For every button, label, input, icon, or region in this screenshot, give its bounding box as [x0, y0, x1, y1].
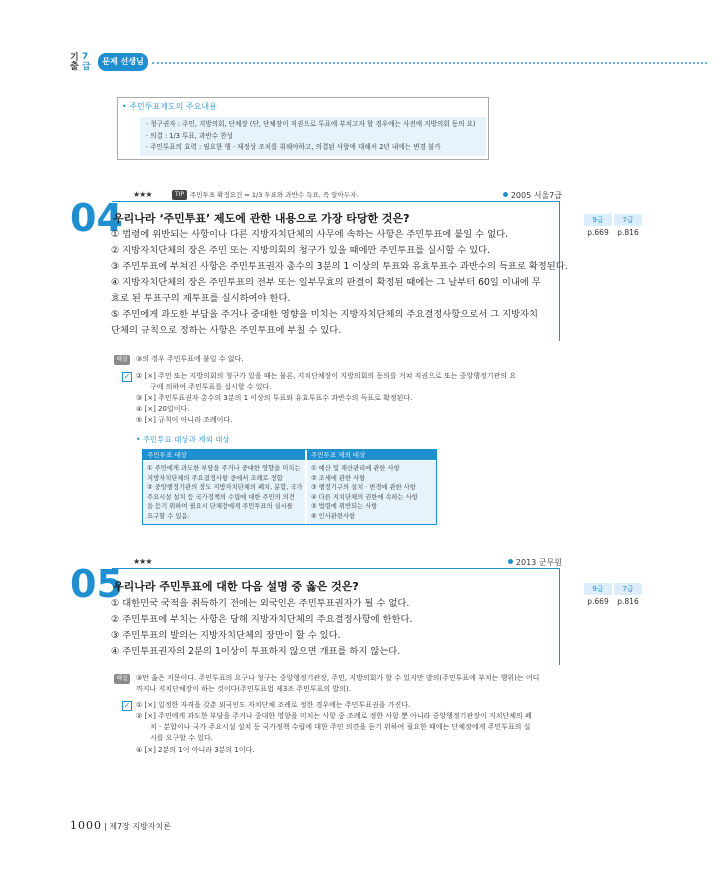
table-line: 주요시설 설치 등 국가정책의 수립에 대한 주민의 의견	[147, 493, 295, 501]
table-cell-left	[143, 461, 305, 524]
q4-solution-line: 구에 의하여 주민투표를 실시할 수 있다.	[150, 383, 272, 391]
q4-top-rule	[112, 201, 560, 202]
q4-tip-text: 주민투표 확정요건 = 1/3 투표와 과반수 득표, 꼭 알아두자.	[190, 191, 359, 199]
q4-page-9grade: p.669	[587, 228, 609, 237]
q5-option-2[interactable]: ② 주민투표에 부치는 사항은 당해 지방자치단체의 주요결정사항에 한한다.	[111, 614, 413, 625]
q5-solution-line: 치 · 분합이나 국가 주요시설 설치 등 국가정책 수립에 대한 주민 의견을 듣기 위하여 필요한 때에는 단체장에게 주민투표의 실	[150, 723, 531, 731]
q4-option-4-cont: 효로 된 투표구의 재투표를 실시하여야 한다.	[111, 293, 291, 304]
table-line: ⑤ 법령에 위반되는 사항	[311, 503, 378, 511]
info-box-title: • 주민투표제도의 주요내용	[122, 102, 217, 111]
table-cell-right	[307, 461, 436, 524]
q4-tag-9grade: 9급	[584, 214, 612, 226]
q5-difficulty-stars: ★★★	[133, 557, 152, 566]
q5-number: 05	[70, 562, 123, 606]
header-dotted-rule	[152, 62, 707, 64]
q4-source	[470, 190, 562, 201]
q5-solution-line: ① [×] 일정한 자격을 갖춘 외국인도 자치단체 조례로 정한 경우에는 주민투표권을 가진다.	[136, 701, 411, 709]
q4-option-2[interactable]: ② 지방자치단체의 장은 주민 또는 지방의회의 청구가 있을 때에만 주민투표를 실시할 수 있다.	[111, 245, 491, 256]
info-box-voting-system	[117, 97, 489, 160]
table-line: 지방자치단체의 주요결정사항 중에서 조례로 정함	[147, 474, 283, 482]
logo-badge	[98, 53, 148, 71]
table-line: 을 듣기 위하여 필요시 단체장에게 주민투표의 실시를	[147, 503, 293, 511]
checkbox-icon: ✓	[123, 701, 131, 710]
table-line: ⑥ 인사관련사항	[311, 512, 356, 520]
q4-option-5[interactable]: ⑤ 주민에게 과도한 부담을 주거나 중대한 영향을 미치는 지방자치단체의 주요결정사항으로서 그 지방자치	[111, 309, 539, 320]
q5-tag-9grade: 9급	[584, 583, 612, 595]
table-line: ① 주민에게 과도한 부담을 주거나 중대한 영향을 미치는	[147, 465, 301, 472]
q5-top-rule	[112, 568, 560, 569]
info-line: · 주민투표의 효력 : 필요한 행 · 재정상 조치를 취해야하고, 의결된 사항에 대해서 2년 내에는 변경 불가	[146, 143, 441, 151]
q5-solution-line: 시를 요구할 수 있다.	[150, 734, 213, 742]
q4-tag-7grade: 7급	[614, 214, 642, 226]
q5-question: 우리나라 주민투표에 대한 다음 설명 중 옳은 것은?	[113, 580, 359, 593]
q5-page-9grade: p.669	[587, 597, 609, 606]
q4-solution-line: ⑤ [×] 규칙이 아니라 조례이다.	[136, 416, 233, 424]
table-head-right: 주민투표 제외 대상	[307, 450, 436, 460]
table-line: ④ 다른 지치단체의 권한에 속하는 사항	[311, 493, 418, 501]
page-number: 1000	[70, 819, 102, 832]
q4-solution-line: ③의 경우 주민투표에 붙일 수 없다.	[136, 355, 244, 363]
table-line: ③ 행정기구의 설치 · 변경에 관한 사항	[311, 484, 416, 492]
header-logo	[70, 50, 148, 74]
table-line: 요구할 수 있음.	[147, 512, 190, 520]
info-line: · 의결 : 1/3 투표, 과반수 찬성	[146, 131, 233, 140]
q4-option-3[interactable]: ③ 주민투표에 부쳐진 사항은 주민투표권자 총수의 3분의 1 이상의 투표와 유효투표수 과반수의 득표로 확정된다.	[111, 261, 568, 272]
q5-solution-line: ② [×] 주민에게 과도한 부담을 주거나 중대한 영향을 미치는 사항 중 조례로 정한 사항 뿐 아니라 중앙행정기관장이 지치단체의 폐	[136, 712, 532, 720]
source-dot-icon	[503, 192, 508, 197]
q4-option-1[interactable]: ① 법령에 위반되는 사항이나 다른 지방자치단체의 사무에 속하는 사항은 주민투표에 붙일 수 없다.	[111, 229, 509, 240]
q5-solution-line: 까지나 지치단체장이 하는 것이다(주민투표법 제3조 주민투표의 발의).	[136, 685, 351, 693]
q5-solution-line: ④ [×] 2분의 1이 아니라 3분의 1이다.	[136, 746, 255, 754]
q4-difficulty-stars: ★★★	[133, 190, 152, 199]
q5-source	[470, 557, 562, 568]
logo-line3: 선생님	[120, 57, 144, 66]
chapter-title: | 제7장 지방자치론	[104, 822, 171, 831]
q5-right-rule	[559, 568, 560, 665]
table-head-left: 주민투표 대상	[143, 450, 305, 460]
logo-line2: 7급	[82, 52, 91, 72]
q4-source-text: 2005 서울7급	[510, 191, 562, 200]
q5-option-1[interactable]: ① 대한민국 국적을 취득하기 전에는 외국인은 주민투표권자가 될 수 없다.	[111, 598, 410, 609]
q4-option-5-cont: 단체의 규칙으로 정하는 사항은 주민투표에 부칠 수 있다.	[111, 325, 342, 336]
q5-option-3[interactable]: ③ 주민투표의 발의는 지방자치단체의 장만이 할 수 있다.	[111, 630, 341, 641]
q4-solution-line: ② [×] 주민 또는 지방의회의 청구가 있을 때는 물론, 지치단체장이 지방의회의 동의를 거쳐 직권으로 또는 중앙행정기관의 요	[136, 372, 517, 380]
q4-subtable-title: • 주민투표 대상과 제외 대상	[136, 435, 230, 444]
source-dot-icon	[508, 559, 513, 564]
q5-options	[111, 596, 412, 660]
q5-solution-line: ③만 옳은 지문이다. 주민투표의 요구나 청구는 중앙행정기관장, 주민, 지방의회가 할 수 있지만 발의(주민투표에 부치는 행위)는 어디	[136, 674, 540, 682]
q5-page-7grade: p.816	[617, 597, 639, 606]
q5-option-4[interactable]: ④ 주민투표권자의 2분의 1이상이 투표하지 않으면 개표를 하지 않는다.	[111, 646, 401, 657]
info-box-content	[140, 117, 486, 156]
table-line: ② 중앙행정기관의 장도 지방자치단체의 폐치, 분합, 국가	[147, 484, 303, 492]
q4-number: 04	[70, 196, 123, 240]
table-line: ① 예산 및 재산관리에 관한 사항	[311, 465, 400, 472]
q4-options	[111, 227, 568, 339]
q4-solution-tag: 해설	[114, 355, 130, 365]
q4-solution-line: ③ [×] 주민투표권자 총수의 3분의 1 이상의 투표와 유효투표수 과반수의 득표로 확정된다.	[136, 394, 413, 402]
q4-comparison-table	[142, 449, 437, 525]
logo-badge-text: 문제	[102, 57, 118, 66]
q5-solution-tag: 해설	[114, 674, 130, 684]
q5-source-text: 2013 군무원	[515, 558, 562, 567]
info-line: · 청구권자 : 주민, 지방의회, 단체장 (단, 단체장이 직권으로 투표에 부치고자 할 경우에는 사전에 지방의회 동의 요)	[146, 120, 476, 128]
q4-tip-tag: TIP	[172, 190, 187, 200]
q4-option-4[interactable]: ④ 지방자치단체의 장은 주민투표의 전부 또는 일부무효의 판결이 확정된 때에는 그 날부터 60일 이내에 무	[111, 277, 541, 288]
table-line: ② 조세에 관한 사항	[311, 474, 366, 482]
q4-page-7grade: p.816	[617, 228, 639, 237]
q4-question: 우리나라 ‘주민투표’ 제도에 관한 내용으로 가장 타당한 것은?	[113, 212, 410, 225]
checkbox-icon: ✓	[123, 372, 131, 381]
logo-line1: 기출	[70, 53, 79, 72]
q4-solution-line: ④ [×] 20일이다.	[136, 405, 190, 413]
q5-tag-7grade: 7급	[614, 583, 642, 595]
